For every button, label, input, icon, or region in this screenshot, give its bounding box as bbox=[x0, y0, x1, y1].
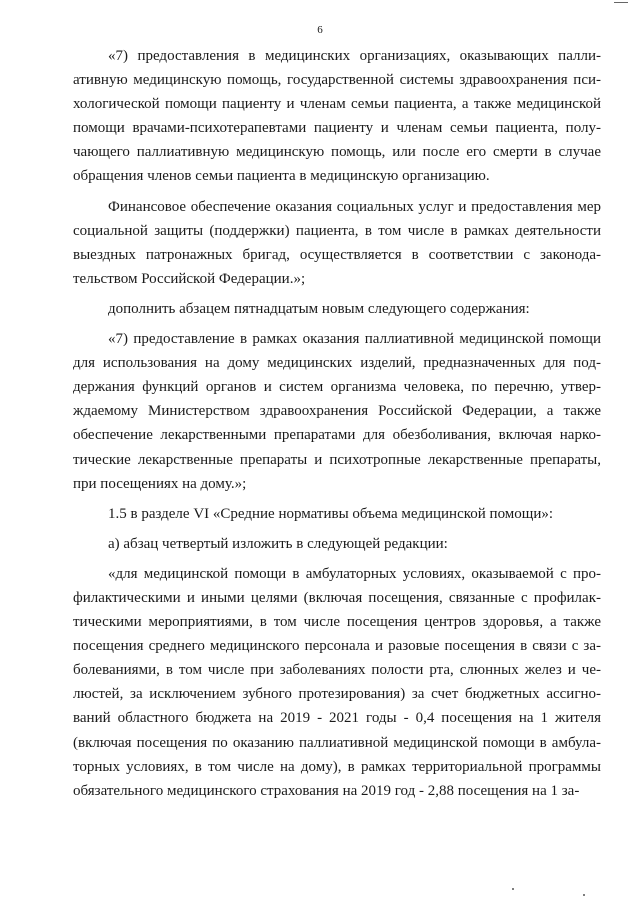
scan-speck bbox=[583, 894, 585, 896]
paragraph-outpatient-norms: «для медицинской помощи в амбулаторных условиях, оказываемой с профилактическими и иными целями (включая посещения, связанные с профилактическими мероприятиями, в том числе посещения центров здоровья, а также посещения среднего медицинского персонала и разовые посещения в связи с заболеваниями, в том числе при заболеваниях полости рта, слюнных желез и челюстей, за исключением зубного протезирования) за счет бюджетных ассигнований областного бюджета на 2019 - 2021 годы - 0,4 посещения на 1 жителя (включая посещения по оказанию паллиативной медицинской помощи в амбулаторных условиях, в том числе на дому), в рамках территориальной программы обязательного медицинского страхования на 2019 год - 2,88 посещения на 1 за- bbox=[73, 565, 601, 799]
scan-speck bbox=[512, 888, 514, 890]
paragraph-add-fifteenth: дополнить абзацем пятнадцатым новым следующего содержания: bbox=[108, 300, 530, 317]
scan-mark bbox=[614, 2, 628, 3]
paragraph-subpoint-a: а) абзац четвертый изложить в следующей редакции: bbox=[108, 535, 448, 552]
paragraph-section-vi: 1.5 в разделе VI «Средние нормативы объема медицинской помощи»: bbox=[108, 505, 554, 522]
document-body bbox=[73, 44, 601, 803]
page-number: 6 bbox=[317, 24, 323, 36]
paragraph-financial-support: Финансовое обеспечение оказания социальных услуг и предоставления мер социальной защиты (поддержки) пациента, в том числе в рамках деятельности выездных патронажных бригад, осуществляется в соответствии с законодательством Российской Федерации.»; bbox=[73, 198, 601, 287]
paragraph-medical-devices: «7) предоставление в рамках оказания паллиативной медицинской помощи для использования на дому медицинских изделий, предназначенных для поддержания функций органов и систем организма человека, по перечню, утверждаемому Министерством здравоохранения Российской Федерации, а также обеспечение лекарственными препаратами для обезболивания, включая наркотические лекарственные препараты и психотропные лекарственные препараты, при посещениях на дому.»; bbox=[73, 331, 601, 492]
paragraph-psychological-help: «7) предоставления в медицинских организациях, оказывающих паллиативную медицинскую помощь, государственной системы здравоохранения психологической помощи пациенту и членам семьи пациента, а также медицинской помощи врачами-психотерапевтами пациенту и членам семьи пациента, получающего паллиативную медицинскую помощь, или после его смерти в случае обращения членов семьи пациента в медицинскую организацию. bbox=[73, 48, 601, 185]
